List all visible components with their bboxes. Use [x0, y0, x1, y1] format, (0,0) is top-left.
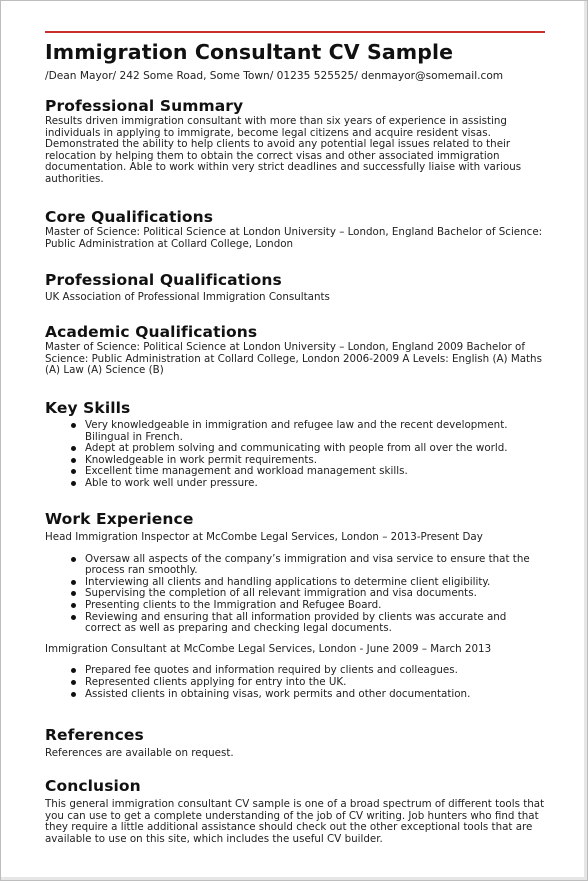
job-title: Head Immigration Inspector at McCombe Legal Services, London – 2013-Present Day — [45, 531, 483, 543]
section-heading: Key Skills — [45, 399, 131, 417]
list-item: Reviewing and ensuring that all information provided by clients was accurate and correct as well as preparing and checking legal documents. — [85, 612, 545, 635]
section-heading: Conclusion — [45, 777, 141, 795]
professional-qualifications-text: UK Association of Professional Immigration Consultants — [45, 291, 330, 303]
list-item: Oversaw all aspects of the company’s immigration and visa service to ensure that the process ran smoothly. — [85, 554, 545, 577]
section-heading: Academic Qualifications — [45, 323, 258, 341]
section-references — [45, 725, 545, 760]
key-skills-list — [45, 420, 545, 490]
list-item: Adept at problem solving and communicating with people from all over the world. — [85, 443, 545, 455]
conclusion-text: This general immigration consultant CV sample is one of a broad spectrum of different tools that you can use to get a complete understanding of the job of CV writing. Job hunters who find that they require a little additional assistance should check out the other exceptional tools that are available to use on this site, which includes the useful CV builder. — [45, 798, 545, 845]
list-item: Very knowledgeable in immigration and refugee law and the recent development. Bilingual in French. — [85, 420, 545, 443]
section-core-qualifications — [45, 207, 545, 250]
section-heading: References — [45, 726, 144, 744]
section-key-skills — [45, 398, 545, 490]
list-item: Represented clients applying for entry into the UK. — [85, 677, 545, 689]
list-item: Interviewing all clients and handling applications to determine client eligibility. — [85, 577, 545, 589]
page-title: Immigration Consultant CV Sample — [45, 40, 454, 64]
section-professional-summary — [45, 96, 545, 186]
list-item: Able to work well under pressure. — [85, 478, 545, 490]
job1-duties-list — [45, 554, 545, 635]
section-professional-qualifications — [45, 270, 545, 304]
section-heading: Professional Qualifications — [45, 271, 282, 289]
references-text: References are available on request. — [45, 747, 234, 759]
section-heading: Core Qualifications — [45, 208, 214, 226]
contact-line: /Dean Mayor/ 242 Some Road, Some Town/ 01235 525525/ denmayor@somemail.com — [45, 70, 504, 82]
list-item: Knowledgeable in work permit requirements. — [85, 455, 545, 467]
job2-duties-list — [45, 665, 545, 700]
list-item: Excellent time management and workload management skills. — [85, 466, 545, 478]
section-heading: Work Experience — [45, 510, 194, 528]
job-title: Immigration Consultant at McCombe Legal Services, London - June 2009 – March 2013 — [45, 642, 492, 655]
list-item: Assisted clients in obtaining visas, work permits and other documentation. — [85, 689, 545, 701]
header-accent-line — [45, 31, 545, 33]
summary-text: Results driven immigration consultant with more than six years of experience in assisting individuals in applying to immigrate, become legal citizens and acquire resident visas. Demonstrated the ability to help clients to avoid any potential legal issues related to their relocation by helping them to obtain the correct visas and other associated immigration documentation. Able to work within very strict deadlines and successfully liaise with various authorities. — [45, 115, 522, 185]
core-qualifications-text: Master of Science: Political Science at London University – London, England Bachelor of Science: Public Administration at Collard College, London — [45, 226, 543, 250]
section-conclusion — [45, 776, 545, 845]
list-item: Prepared fee quotes and information required by clients and colleagues. — [85, 665, 545, 677]
section-heading: Professional Summary — [45, 97, 244, 115]
section-academic-qualifications — [45, 322, 545, 377]
list-item: Supervising the completion of all relevant immigration and visa documents. — [85, 588, 545, 600]
section-work-experience — [45, 509, 545, 700]
cv-content — [45, 39, 545, 845]
list-item: Presenting clients to the Immigration and Refugee Board. — [85, 600, 545, 612]
academic-qualifications-text: Master of Science: Political Science at London University – London, England 2009 Bachelor of Science: Public Administration at Collard College, London 2006-2009 A Levels: English (A) Maths (A) Law (A) Science (B) — [45, 341, 542, 377]
